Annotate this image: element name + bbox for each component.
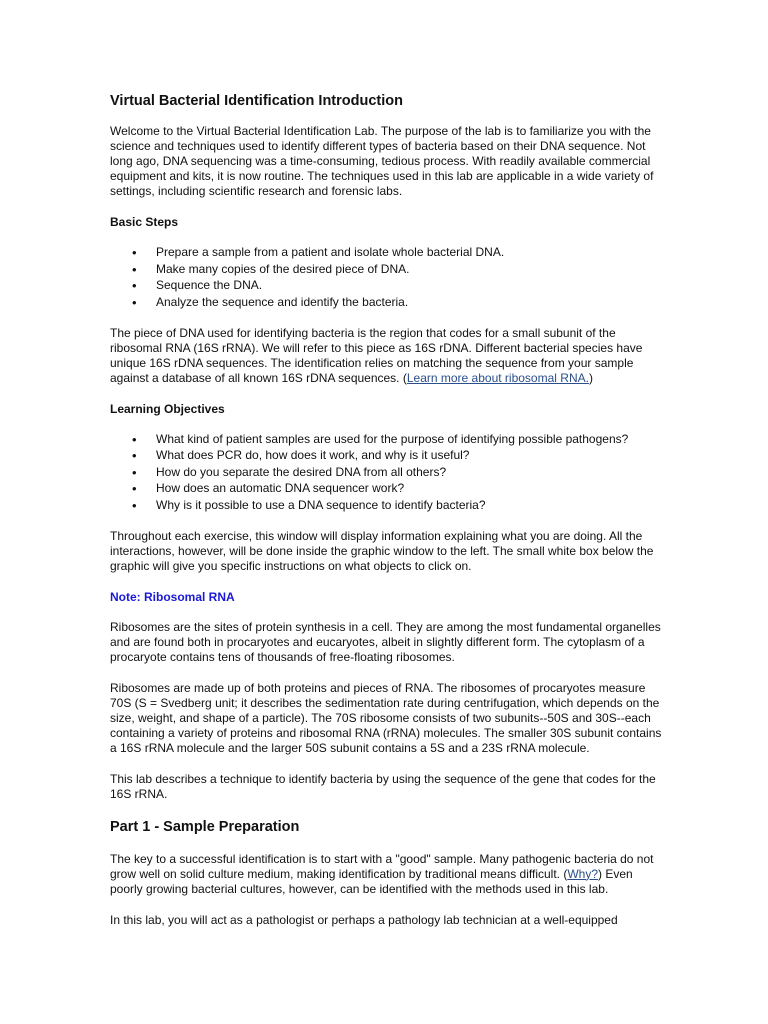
list-item: • How do you separate the desired DNA from all others? — [110, 465, 662, 480]
learning-objectives-heading: Learning Objectives — [110, 401, 225, 416]
list-item: • How does an automatic DNA sequencer work? — [110, 481, 662, 496]
basic-steps-heading: Basic Steps — [110, 215, 179, 229]
list-item: • What kind of patient samples are used for the purpose of identifying possible pathogens? — [110, 432, 662, 447]
list-item: • Analyze the sequence and identify the bacteria. — [110, 295, 662, 310]
document-page — [110, 92, 662, 944]
window-paragraph: Throughout each exercise, this window will display information explaining what you are doing. All the interactions, however, will be done inside the graphic window to the left. The small white box below the graphic will give you specific instructions on what objects to click on. — [110, 528, 654, 573]
part1-text-before: The key to a successful identification is to start with a "good" sample. Many pathogenic bacteria do not grow well on solid culture medium, making identification by traditional means difficult. ( — [110, 851, 654, 881]
intro-paragraph: Welcome to the Virtual Bacterial Identification Lab. The purpose of the lab is to familiarize you with the science and techniques used to identify different types of bacteria based on their DNA sequence. Not long ago, DNA sequencing was a time-consuming, tedious process. With readily available commercial equipment and kits, it is now routine. The techniques used in this lab are applicable in a wide variety of settings, including scientific research and forensic labs. — [110, 124, 654, 198]
basic-steps-list — [110, 245, 662, 310]
page-title: Virtual Bacterial Identification Introduction — [110, 93, 403, 109]
list-item: • Make many copies of the desired piece of DNA. — [110, 262, 662, 277]
note-heading: Note: Ribosomal RNA — [110, 589, 235, 604]
part1-paragraph-2: In this lab, you will act as a pathologist or perhaps a pathology lab technician at a well-equipped — [110, 912, 618, 927]
dna-paragraph-close: ) — [588, 370, 593, 385]
why-link[interactable]: Why? — [567, 866, 599, 881]
part1-heading: Part 1 - Sample Preparation — [110, 818, 300, 835]
list-item: • Sequence the DNA. — [110, 278, 662, 293]
list-item: • Prepare a sample from a patient and isolate whole bacterial DNA. — [110, 245, 662, 260]
note-paragraph-2: Ribosomes are made up of both proteins and pieces of RNA. The ribosomes of procaryotes measure 70S (S = Svedberg unit; it describes the sedimentation rate during centrifugation, which depends on the size, weight, and shape of a particle). The 70S ribosome consists of two subunits--50S and 30S--each containing a variety of proteins and ribosomal RNA (rRNA) molecules. The smaller 30S subunit contains a 16S rRNA molecule and the larger 50S subunit contains a 5S and a 23S rRNA molecule. — [110, 680, 662, 755]
list-item: • Why is it possible to use a DNA sequence to identify bacteria? — [110, 498, 662, 513]
list-item: • What does PCR do, how does it work, and why is it useful? — [110, 448, 662, 463]
dna-paragraph-text: The piece of DNA used for identifying bacteria is the region that codes for a small subunit of the ribosomal RNA (16S rRNA). We will refer to this piece as 16S rDNA. Different bacterial species have unique 16S rDNA sequences. The identification relies on matching the sequence from your sample against a database of all known 16S rDNA sequences. ( — [110, 325, 643, 385]
note-paragraph-3: This lab describes a technique to identify bacteria by using the sequence of the gene that codes for the 16S rRNA. — [110, 771, 656, 801]
note-paragraph-1: Ribosomes are the sites of protein synthesis in a cell. They are among the most fundamental organelles and are found both in procaryotes and eucaryotes, albeit in slightly different form. The cytoplasm of a procaryote contains tens of thousands of free-floating ribosomes. — [110, 619, 661, 664]
dna-paragraph — [110, 326, 662, 386]
learning-objectives-list — [110, 432, 662, 513]
part1-paragraph-1 — [110, 852, 662, 897]
part1-text-after: ) Even poorly growing bacterial cultures, however, can be identified with the methods used in this lab. — [110, 866, 633, 896]
ribosomal-rna-link[interactable]: Learn more about ribosomal RNA. — [406, 370, 589, 385]
